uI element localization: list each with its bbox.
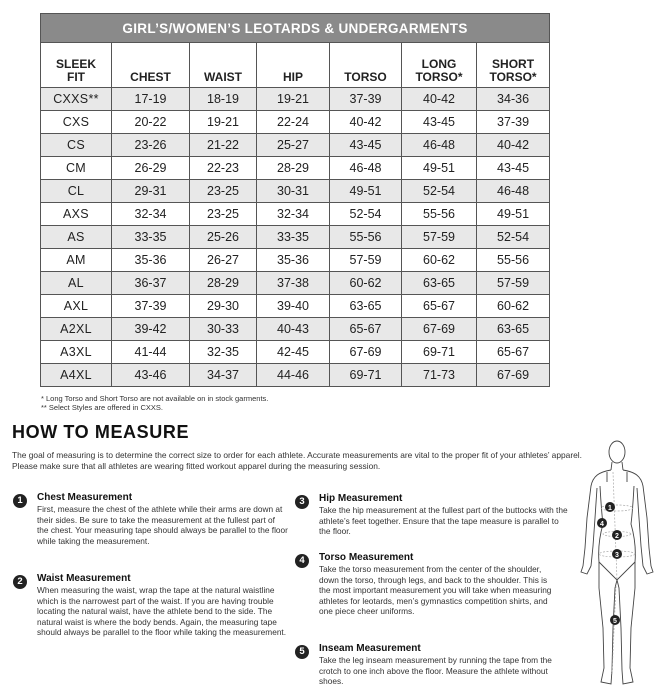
- measurement-cell: 36-37: [112, 272, 190, 295]
- svg-text:1: 1: [608, 505, 612, 512]
- step-title: Torso Measurement: [319, 552, 414, 563]
- step-waist: [13, 573, 295, 638]
- size-chart: [40, 13, 549, 387]
- body-measurement-figure: [577, 438, 657, 695]
- column-header: [190, 43, 257, 88]
- measurement-cell: 69-71: [402, 341, 477, 364]
- measurement-cell: 32-34: [112, 203, 190, 226]
- column-header-line2: TORSO: [344, 70, 387, 84]
- measurement-cell: 25-27: [257, 134, 330, 157]
- column-header: [402, 43, 477, 88]
- size-cell: AL: [41, 272, 112, 295]
- how-to-measure-heading: HOW TO MEASURE: [12, 422, 190, 442]
- measurement-cell: 23-26: [112, 134, 190, 157]
- step-text: When measuring the waist, wrap the tape at the natural waistline which is the narrowest part of the waist. If you are having trouble locating the natural waist, have the athlete bend to the side. The natural waist is where the body bends. Again, the measuring tape should always be parallel to the floor while taking the measurement.: [37, 585, 287, 638]
- measurement-cell: 30-33: [190, 318, 257, 341]
- measurement-cell: 41-44: [112, 341, 190, 364]
- measurement-cell: 40-42: [330, 111, 402, 134]
- measurement-cell: 57-59: [477, 272, 550, 295]
- measurement-cell: 23-25: [190, 180, 257, 203]
- measurement-cell: 67-69: [330, 341, 402, 364]
- measurement-cell: 60-62: [330, 272, 402, 295]
- measurement-cell: 22-24: [257, 111, 330, 134]
- figure-marker-3: [612, 549, 622, 559]
- table-row: [41, 226, 550, 249]
- svg-text:2: 2: [615, 533, 619, 540]
- measurement-cell: 43-45: [402, 111, 477, 134]
- step-number-badge: 1: [13, 494, 27, 508]
- column-header: [257, 43, 330, 88]
- table-row: [41, 180, 550, 203]
- measurement-cell: 71-73: [402, 364, 477, 387]
- size-cell: CXS: [41, 111, 112, 134]
- measurement-cell: 35-36: [257, 249, 330, 272]
- table-row: [41, 203, 550, 226]
- chart-notes: [41, 394, 268, 412]
- table-row: [41, 157, 550, 180]
- size-cell: AXL: [41, 295, 112, 318]
- measurement-cell: 55-56: [402, 203, 477, 226]
- measurement-cell: 52-54: [330, 203, 402, 226]
- size-cell: CL: [41, 180, 112, 203]
- table-row: [41, 249, 550, 272]
- measurement-cell: 37-38: [257, 272, 330, 295]
- size-cell: CXXS**: [41, 88, 112, 111]
- measurement-cell: 49-51: [402, 157, 477, 180]
- column-header-line2: WAIST: [204, 70, 242, 84]
- measurement-cell: 21-22: [190, 134, 257, 157]
- column-header: [112, 43, 190, 88]
- size-cell: CS: [41, 134, 112, 157]
- measurement-cell: 25-26: [190, 226, 257, 249]
- step-hip: [295, 493, 570, 537]
- note-cxxs: ** Select Styles are offered in CXXS.: [41, 403, 164, 412]
- measurement-cell: 32-34: [257, 203, 330, 226]
- size-cell: CM: [41, 157, 112, 180]
- measurement-cell: 44-46: [257, 364, 330, 387]
- column-header: [477, 43, 550, 88]
- table-row: [41, 341, 550, 364]
- measurement-cell: 30-31: [257, 180, 330, 203]
- measurement-cell: 67-69: [402, 318, 477, 341]
- svg-text:5: 5: [613, 618, 617, 625]
- how-to-measure-intro: The goal of measuring is to determine the correct size to order for each athlete. Accurate measurements are vital to the proper fit of your athletes’ apparel. Please make sure that all athletes are wearing fitted workout apparel during the measuring session.: [12, 450, 582, 471]
- note-long-short-torso: * Long Torso and Short Torso are not available on in stock garments.: [41, 394, 269, 403]
- figure-marker-1: [605, 502, 615, 512]
- step-text: Take the torso measurement from the center of the shoulder, down the torso, through legs, and back to the shoulder. This is the most important measurement you will take when measuring athletes for leotards, men’s gymnastics competition shirts, and one piece cheer uniforms.: [319, 564, 552, 617]
- measurement-cell: 46-48: [402, 134, 477, 157]
- table-row: [41, 88, 550, 111]
- column-header-line2: HIP: [282, 70, 303, 84]
- measurement-cell: 33-35: [257, 226, 330, 249]
- measurement-cell: 67-69: [477, 364, 550, 387]
- size-cell: A4XL: [41, 364, 112, 387]
- measurement-cell: 55-56: [330, 226, 402, 249]
- step-title: Waist Measurement: [37, 573, 131, 584]
- size-cell: A3XL: [41, 341, 112, 364]
- measurement-cell: 33-35: [112, 226, 190, 249]
- body-outline-illustration: [577, 438, 657, 690]
- size-cell: A2XL: [41, 318, 112, 341]
- measurement-cell: 40-42: [402, 88, 477, 111]
- measurement-cell: 65-67: [330, 318, 402, 341]
- measurement-cell: 63-65: [330, 295, 402, 318]
- figure-marker-4: [597, 518, 607, 528]
- measurement-cell: 28-29: [190, 272, 257, 295]
- measurement-cell: 63-65: [402, 272, 477, 295]
- table-row: [41, 295, 550, 318]
- step-number-badge: 2: [13, 575, 27, 589]
- measurement-cell: 28-29: [257, 157, 330, 180]
- measurement-cell: 39-42: [112, 318, 190, 341]
- measurement-cell: 46-48: [477, 180, 550, 203]
- measurement-cell: 65-67: [402, 295, 477, 318]
- size-cell: AM: [41, 249, 112, 272]
- measurement-cell: 52-54: [477, 226, 550, 249]
- measurement-cell: 69-71: [330, 364, 402, 387]
- measurement-cell: 39-40: [257, 295, 330, 318]
- measurement-cell: 49-51: [477, 203, 550, 226]
- table-row: [41, 318, 550, 341]
- step-title: Hip Measurement: [319, 493, 403, 504]
- step-torso: [295, 552, 553, 617]
- measurement-cell: 43-45: [477, 157, 550, 180]
- step-text: First, measure the chest of the athlete while their arms are down at their sides. Be sure to take the measurement at the fullest part of the chest. Your measuring tape should always be parallel to the floor while taking the measurement.: [37, 504, 288, 546]
- measurement-cell: 63-65: [477, 318, 550, 341]
- column-header-line1: LONG: [421, 57, 457, 71]
- figure-marker-2: [612, 530, 622, 540]
- measurement-cell: 42-45: [257, 341, 330, 364]
- step-title: Inseam Measurement: [319, 643, 421, 654]
- measurement-cell: 46-48: [330, 157, 402, 180]
- svg-text:3: 3: [615, 552, 619, 559]
- step-number-badge: 5: [295, 645, 309, 659]
- measurement-cell: 32-35: [190, 341, 257, 364]
- column-header-line1: SLEEK: [55, 57, 96, 71]
- measurement-cell: 57-59: [402, 226, 477, 249]
- step-title: Chest Measurement: [37, 492, 133, 503]
- measurement-cell: 23-25: [190, 203, 257, 226]
- column-header: [41, 43, 112, 88]
- column-header-line2: FIT: [67, 70, 85, 84]
- measurement-cell: 29-30: [190, 295, 257, 318]
- column-header-line2: TORSO*: [415, 70, 463, 84]
- step-text: Take the hip measurement at the fullest part of the buttocks with the athlete’s feet together. Ensure that the tape measure is parallel to the floor.: [319, 505, 568, 537]
- measurement-cell: 52-54: [402, 180, 477, 203]
- measurement-cell: 43-46: [112, 364, 190, 387]
- table-row: [41, 134, 550, 157]
- measurement-cell: 37-39: [477, 111, 550, 134]
- step-inseam: [295, 643, 563, 687]
- size-cell: AXS: [41, 203, 112, 226]
- table-row: [41, 272, 550, 295]
- measurement-cell: 26-27: [190, 249, 257, 272]
- step-chest: [13, 492, 288, 546]
- measurement-cell: 55-56: [477, 249, 550, 272]
- measurement-cell: 26-29: [112, 157, 190, 180]
- measurement-cell: 29-31: [112, 180, 190, 203]
- measurement-cell: 22-23: [190, 157, 257, 180]
- measurement-cell: 37-39: [330, 88, 402, 111]
- measurement-cell: 34-37: [190, 364, 257, 387]
- measurement-cell: 57-59: [330, 249, 402, 272]
- svg-text:4: 4: [600, 521, 604, 528]
- measurement-cell: 49-51: [330, 180, 402, 203]
- measurement-cell: 65-67: [477, 341, 550, 364]
- column-header-line2: CHEST: [130, 70, 171, 84]
- measurement-cell: 20-22: [112, 111, 190, 134]
- measurement-cell: 19-21: [257, 88, 330, 111]
- measurement-cell: 37-39: [112, 295, 190, 318]
- measurement-cell: 43-45: [330, 134, 402, 157]
- size-table: [40, 13, 550, 387]
- measurement-cell: 60-62: [402, 249, 477, 272]
- measurement-cell: 35-36: [112, 249, 190, 272]
- measurement-cell: 60-62: [477, 295, 550, 318]
- measurement-cell: 19-21: [190, 111, 257, 134]
- step-number-badge: 4: [295, 554, 309, 568]
- measurement-cell: 17-19: [112, 88, 190, 111]
- measurement-cell: 40-43: [257, 318, 330, 341]
- step-text: Take the leg inseam measurement by running the tape from the crotch to one inch above the floor. Measure the athlete without shoes.: [319, 655, 552, 687]
- chart-title: GIRL’S/WOMEN’S LEOTARDS & UNDERGARMENTS: [41, 14, 550, 43]
- table-row: [41, 111, 550, 134]
- figure-marker-5: [610, 615, 620, 625]
- column-header-line1: SHORT: [492, 57, 535, 71]
- step-number-badge: 3: [295, 495, 309, 509]
- column-header: [330, 43, 402, 88]
- measurement-cell: 40-42: [477, 134, 550, 157]
- size-cell: AS: [41, 226, 112, 249]
- measurement-cell: 18-19: [190, 88, 257, 111]
- table-row: [41, 364, 550, 387]
- measurement-cell: 34-36: [477, 88, 550, 111]
- column-header-line2: TORSO*: [489, 70, 537, 84]
